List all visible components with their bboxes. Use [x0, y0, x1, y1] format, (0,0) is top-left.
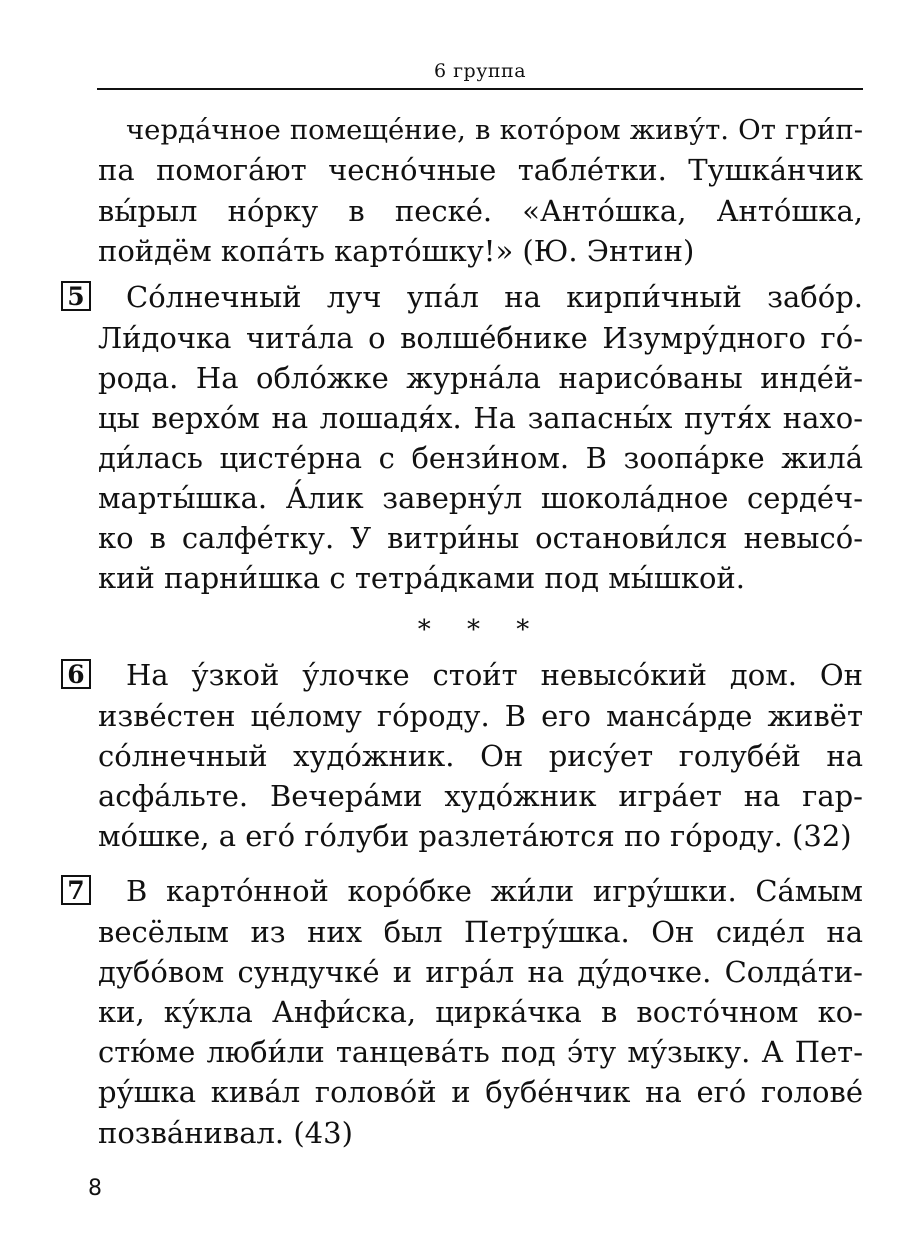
text-line: асфа́льте. Вечера́ми худо́жник игра́ет на гар- [98, 779, 863, 813]
text-line: Ли́дочка чита́ла о волше́бнике Изумру́дного го́- [98, 321, 863, 355]
text-line: В карто́нной коро́бке жи́ли игру́шки. Са́мым [126, 874, 863, 908]
exercise-number-5: 5 [61, 281, 91, 311]
text-line: дубо́вом сундучке́ и игра́л на ду́дочке. Солда́ти- [98, 955, 863, 989]
text-line: ки, ку́кла Анфи́ска, цирка́чка в восто́чном ко- [98, 995, 863, 1029]
page-number: 8 [88, 1176, 102, 1201]
section-separator: * * * [417, 615, 544, 645]
text-line: мо́шке, а его́ го́луби разлета́ются по го́роду. (32) [98, 819, 852, 853]
exercise-number-7: 7 [61, 875, 91, 905]
text-line: ру́шка кива́л голово́й и бубе́нчик на его́ голове́ [98, 1075, 863, 1109]
text-line: пойдём копа́ть карто́шку!» (Ю. Энтин) [98, 234, 695, 268]
text-line: марты́шка. А́лик заверну́л шокола́дное серде́ч- [98, 481, 863, 515]
text-line: стю́ме люби́ли танцева́ть под э́ту му́зыку. А Пет- [98, 1035, 863, 1069]
text-line: па помога́ют чесно́чные табле́тки. Тушка́нчик [98, 153, 863, 187]
text-line: изве́стен це́лому го́роду. В его манса́рде живёт [98, 699, 863, 733]
text-line: со́лнечный худо́жник. Он рису́ет голубе́й на [98, 739, 863, 773]
text-line: весёлым из них был Петру́шка. Он сиде́л на [98, 915, 863, 949]
text-line: позва́нивал. (43) [98, 1116, 353, 1150]
exercise-number-6: 6 [61, 659, 91, 689]
text-line: На у́зкой у́лочке стои́т невысо́кий дом. Он [126, 658, 863, 692]
text-line: кий парни́шка с тетра́дками под мы́шкой. [98, 561, 745, 595]
text-line: черда́чное помеще́ние, в кото́ром живу́т. От гри́п- [126, 114, 863, 146]
text-line: ди́лась цисте́рна с бензи́ном. В зоопа́рке жила́ [98, 441, 863, 475]
text-line: Со́лнечный луч упа́л на кирпи́чный забо́р. [126, 280, 863, 314]
text-line: ко в салфе́тку. У витри́ны останови́лся невысо́- [98, 521, 863, 555]
text-line: вы́рыл но́рку в песке́. «Анто́шка, Анто́шка, [98, 194, 863, 228]
header-rule [97, 88, 863, 90]
text-line: цы верхо́м на лошадя́х. На запасны́х путя́х нахо- [98, 401, 863, 435]
text-line: рода. На обло́жке журна́ла нарисо́ваны инде́й- [98, 361, 863, 395]
running-header: 6 группа [433, 60, 527, 82]
